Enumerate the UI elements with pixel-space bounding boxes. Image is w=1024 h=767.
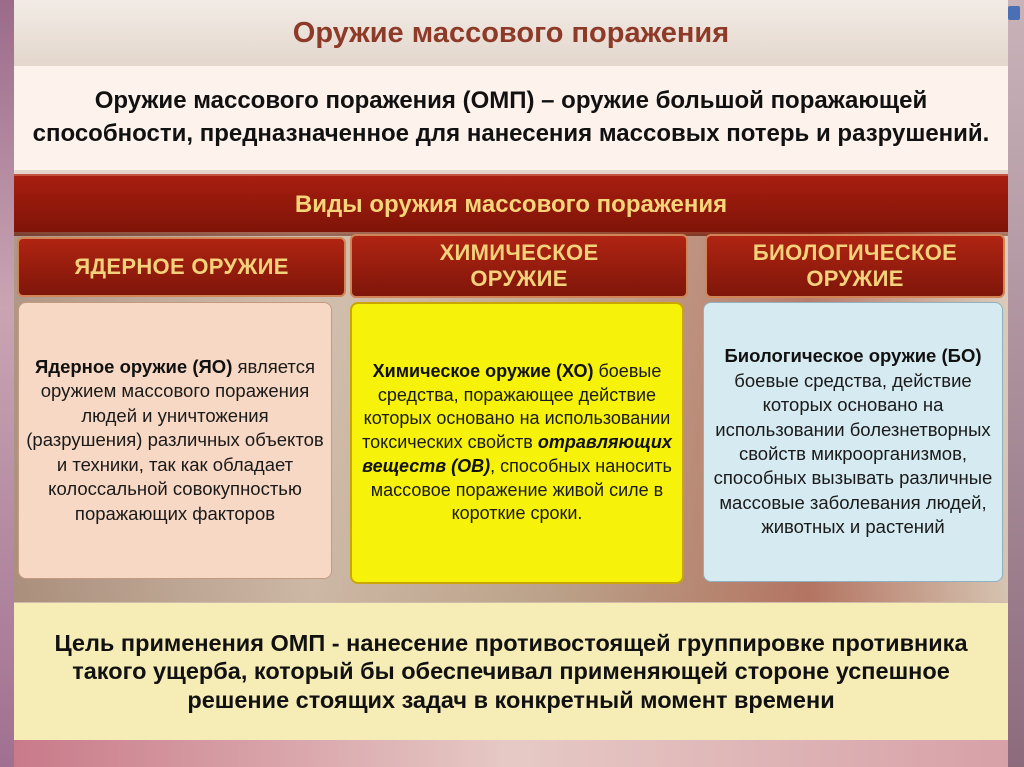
slide [14, 0, 1008, 767]
chemical-text-1: боевые средства, поражающее действие которых основано на использовании токсических свойств [362, 360, 671, 453]
definition-text: Оружие массового поражения (ОМП) – оружие большой поражающей способности, предназначенное для нанесения массовых потерь и разрушений. [32, 87, 990, 147]
right-decor-strip [1006, 0, 1024, 767]
chemical-term: Химическое оружие (ХО) [372, 360, 594, 381]
nuclear-description [18, 302, 332, 579]
category-biological [705, 234, 1005, 298]
chemical-text-2: , способных наносить массовое поражение живой силе в короткие сроки. [370, 455, 672, 524]
category-nuclear [17, 237, 346, 297]
biological-description [703, 302, 1003, 582]
bottom-decor-strip [14, 740, 1008, 767]
chemical-emphasis: отравляющих веществ (ОВ) [362, 432, 672, 476]
category-biological-label: БИОЛОГИЧЕСКОЕ ОРУЖИЕ [752, 239, 958, 291]
category-chemical-label: ХИМИЧЕСКОЕ ОРУЖИЕ [439, 239, 599, 291]
chemical-description [350, 302, 684, 584]
title-bar [14, 0, 1008, 68]
goal-text: Цель применения ОМП - нанесение противостоящей группировке противника такого ущерба, который бы обеспечивал применяющей стороне успешное решение стоящих задач в конкретный момент времени [54, 629, 968, 713]
biological-term: Биологическое оружие (БО) [724, 345, 982, 367]
left-decor-strip [0, 0, 14, 767]
definition-block [14, 66, 1008, 170]
biological-text: боевые средства, действие которых основано на использовании болезнетворных свойств микроорганизмов, способных вызывать различные массовые заболевания людей, животных и растений [713, 369, 993, 538]
slide-title: Оружие массового поражения [292, 16, 730, 49]
goal-block [14, 603, 1008, 740]
nuclear-term: Ядерное оружие (ЯО) [35, 356, 233, 378]
category-nuclear-label: ЯДЕРНОЕ ОРУЖИЕ [74, 253, 289, 279]
types-header-text: Виды оружия массового поражения [294, 191, 728, 218]
category-chemical [350, 234, 688, 298]
types-header [14, 174, 1008, 236]
nuclear-text: является оружием массового поражения людей и уничтожения (разрушения) различных объектов и техники, так как обладает колоссальной совокупностью поражающих факторов [26, 356, 324, 524]
logo-icon [1008, 6, 1020, 20]
